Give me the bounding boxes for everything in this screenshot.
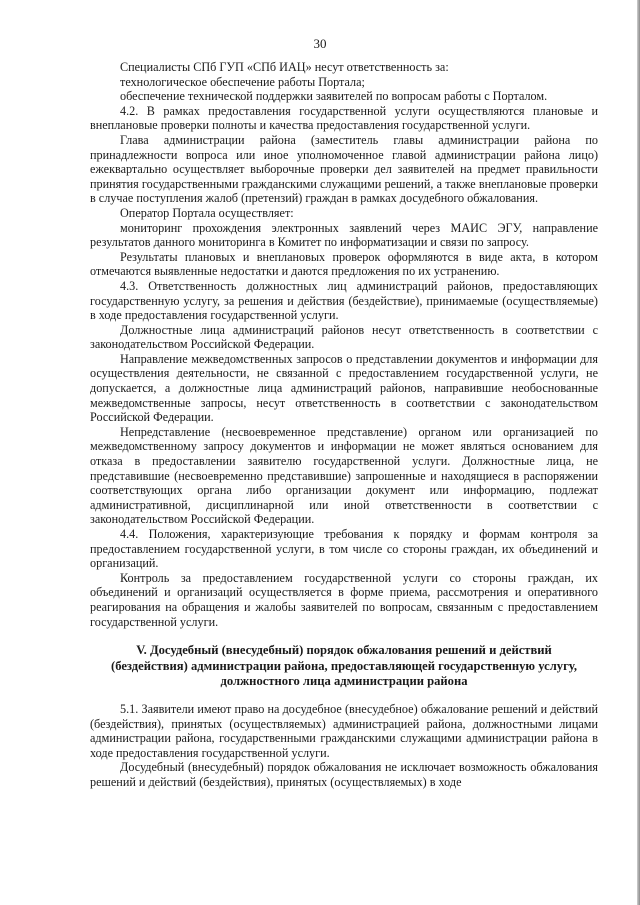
- paragraph: Контроль за предоставлением государственной услуги со стороны граждан, их объединений и организаций осуществляется в форме приема, рассмотрения и оперативного реагирования на обращения и жалобы заявителей по вопросам, связанным с предоставлением государственной услуги.: [90, 570, 598, 629]
- paragraph: Оператор Портала осуществляет:: [120, 205, 294, 220]
- section-heading-line: V. Досудебный (внесудебный) порядок обжалования решений и действий: [136, 643, 552, 658]
- paragraph: 4.4. Положения, характеризующие требования к порядку и формам контроля за предоставлением государственной услуги, в том числе со стороны граждан, их объединений и организаций.: [90, 527, 598, 571]
- paragraph: Досудебный (внесудебный) порядок обжалования не исключает возможность обжалования решений и действий (бездействия), принятых (осуществляемых) в ходе: [90, 760, 598, 789]
- section-heading-line: (бездействия) администрации района, предоставляющей государственную услугу,: [111, 658, 577, 673]
- section-heading: [90, 643, 598, 690]
- paragraph: 4.3. Ответственность должностных лиц администраций районов, предоставляющих государственную услугу, за решения и действия (бездействие), принимаемые (осуществляемые) в ходе предоставления государственной услуги.: [90, 278, 598, 323]
- paragraph: мониторинг прохождения электронных заявлений через МАИС ЭГУ, направление результатов данного мониторинга в Комитет по информатизации и связи по запросу.: [90, 220, 598, 250]
- paragraph: Направление межведомственных запросов о представлении документов и информации для осуществления деятельности, не связанной с предоставлением государственной услуги, не допускается, а должностные лица администраций районов, направившие необоснованные межведомственные запросы, несут ответственность в соответствии с законодательством Российской Федерации.: [90, 351, 598, 425]
- section-heading-line: должностного лица администрации района: [220, 674, 468, 689]
- document-body: [90, 60, 598, 790]
- paragraph: 4.2. В рамках предоставления государственной услуги осуществляются плановые и внеплановые проверки полноты и качества предоставления государственной услуги.: [90, 103, 598, 133]
- paragraph: Должностные лица администраций районов несут ответственность в соответствии с законодательством Российской Федерации.: [90, 322, 598, 352]
- paragraph: Глава администрации района (заместитель главы администрации района по принадлежности вопроса или иное уполномоченное главой администрации района лицо) ежеквартально осуществляет выборочные проверки дел заявителей на предмет правильности принятия государственными гражданскими служащими решений, а также внеплановые проверки в случае поступления жалоб (претензий) граждан в рамках досудебного обжалования.: [90, 132, 598, 206]
- paragraph: Специалисты СПб ГУП «СПб ИАЦ» несут ответственность за:: [120, 60, 449, 74]
- page-number: 30: [313, 36, 327, 51]
- paragraph: обеспечение технической поддержки заявителей по вопросам работы с Порталом.: [120, 89, 548, 104]
- paragraph: Непредставление (несвоевременное представление) органом или организацией по межведомственному запросу документов и информации не может являться основанием для отказа в предоставлении заявителю государственной услуги. Должностные лица, не представившие (несвоевременно представившие) запрошенные и находящиеся в распоряжении соответствующих органа либо организации документ или информацию, подлежат административной, дисциплинарной или иной ответственности в соответствии с законодательством Российской Федерации.: [90, 424, 598, 527]
- paragraph: 5.1. Заявители имеют право на досудебное (внесудебное) обжалование решений и действий (бездействия), принятых (осуществляемых) администрацией района, должностными лицами администрации района, государственными гражданскими служащими администрации района в ходе предоставления государственной услуги.: [90, 701, 598, 760]
- paragraph: Результаты плановых и внеплановых проверок оформляются в виде акта, в котором отмечаются выявленные недостатки и даются предложения по их устранению.: [90, 249, 598, 279]
- paragraph: технологическое обеспечение работы Портала;: [120, 74, 365, 89]
